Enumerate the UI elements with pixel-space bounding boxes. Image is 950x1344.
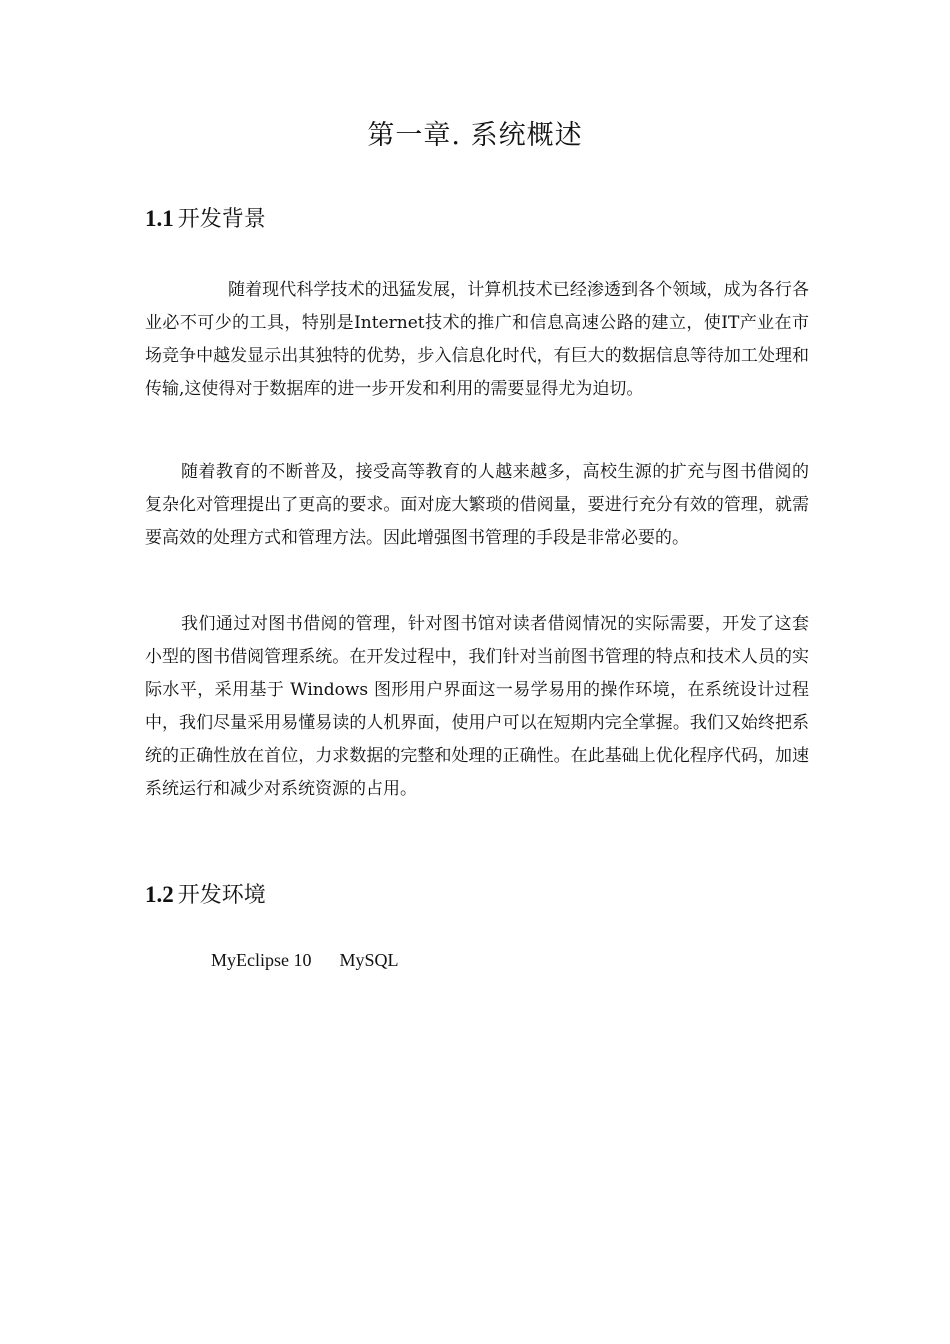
section-number: 1.2	[145, 882, 174, 907]
section-number: 1.1	[145, 206, 174, 231]
environment-list	[211, 944, 399, 976]
chapter-title: 第一章. 系统概述	[367, 120, 583, 151]
section-heading-environment	[145, 877, 266, 914]
section-heading-background	[145, 201, 266, 238]
section-title: 开发环境	[177, 883, 266, 908]
paragraph-background-2: 随着教育的不断普及，接受高等教育的人越来越多，高校生源的扩充与图书借阅的复杂化对管理提出了更高的要求。面对庞大繁琐的借阅量，要进行充分有效的管理，就需要高效的处理方式和管理方法。因此增强图书管理的手段是非常必要的。	[145, 462, 809, 548]
environment-item-database: MySQL	[339, 950, 399, 970]
paragraph-background-1: 随着现代科学技术的迅猛发展，计算机技术已经渗透到各个领域，成为各行各业必不可少的工具，特别是Internet技术的推广和信息高速公路的建立，使IT产业在市场竞争中越发显示出其独特的优势，步入信息化时代，有巨大的数据信息等待加工处理和传输,这使得对于数据库的进一步开发和利用的需要显得尤为迫切。	[145, 280, 809, 399]
section-title: 开发背景	[177, 207, 266, 232]
environment-item-ide: MyEclipse 10	[211, 950, 312, 970]
paragraph-background-3: 我们通过对图书借阅的管理，针对图书馆对读者借阅情况的实际需要，开发了这套小型的图书借阅管理系统。在开发过程中，我们针对当前图书管理的特点和技术人员的实际水平，采用基于 Windows 图形用户界面这一易学易用的操作环境，在系统设计过程中，我们尽量采用易懂易读的人机界面，使用户可以在短期内完全掌握。我们又始终把系统的正确性放在首位，力求数据的完整和处理的正确性。在此基础上优化程序代码，加速系统运行和减少对系统资源的占用。	[145, 614, 809, 799]
